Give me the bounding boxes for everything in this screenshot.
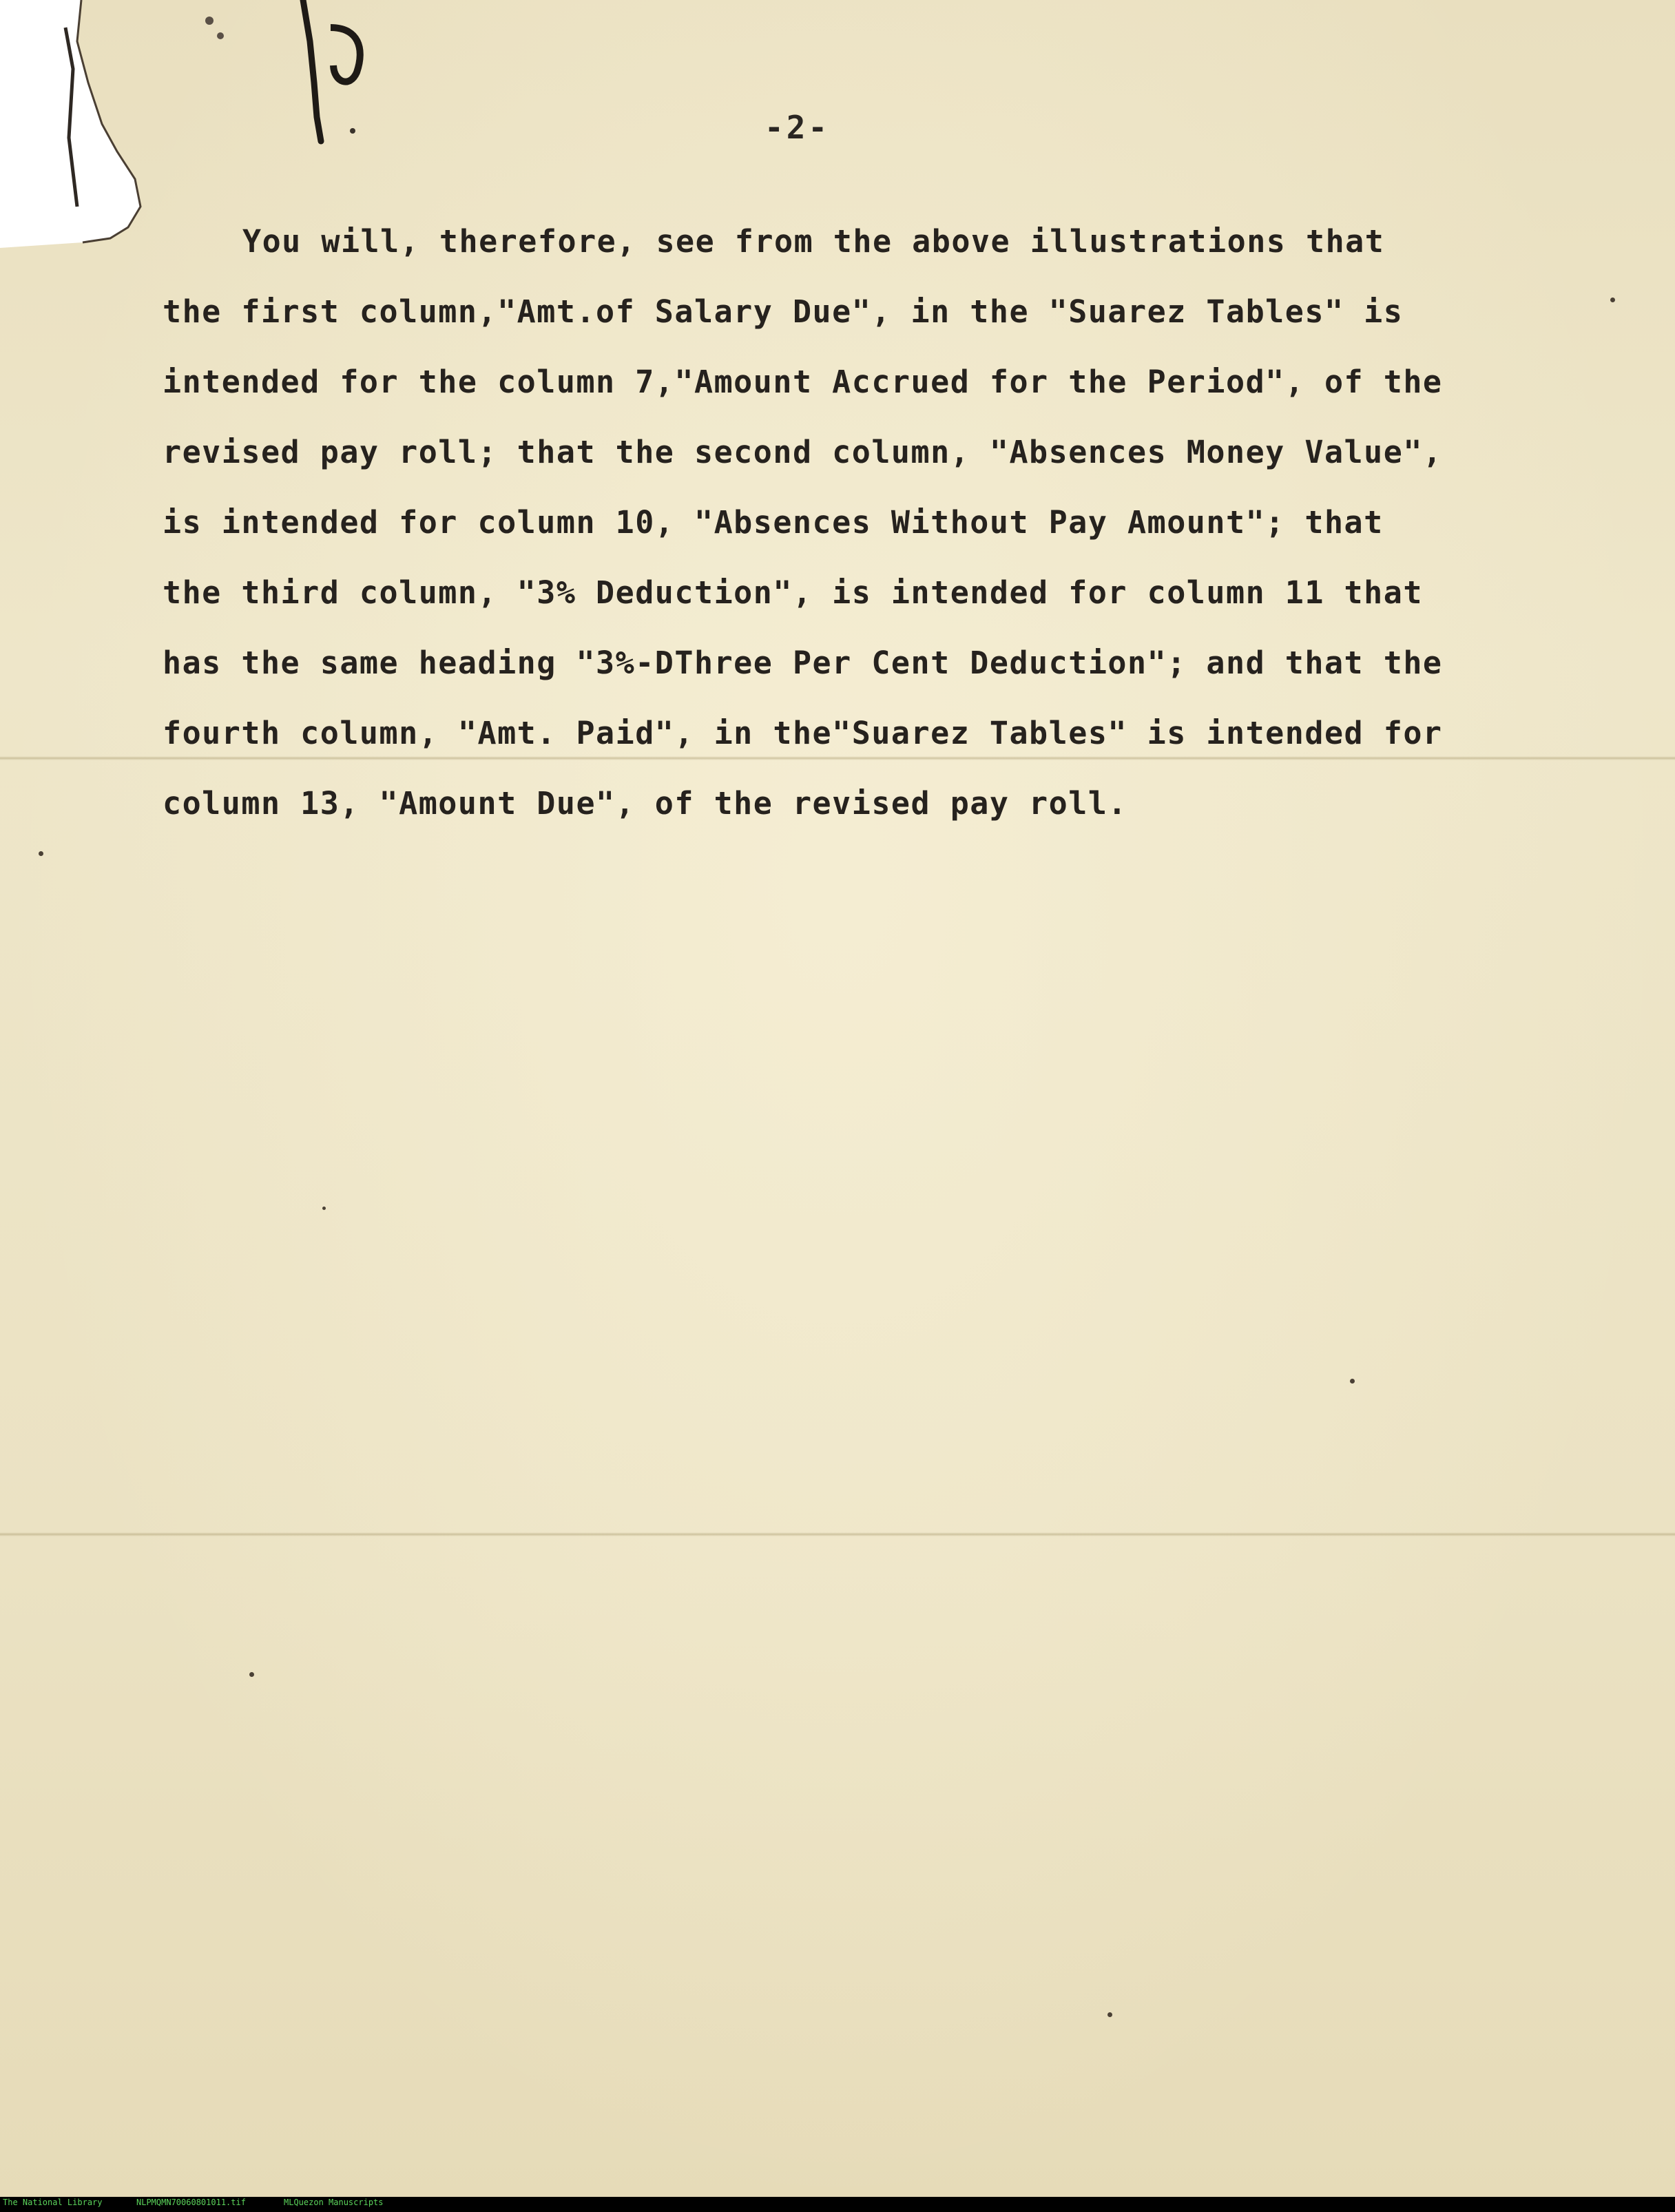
footer-collection: MLQuezon Manuscripts	[284, 2198, 384, 2207]
paragraph-line: the first column,"Amt.of Salary Due", in the "Suarez Tables" is	[163, 293, 1404, 330]
footer-filename: NLPMQMN70060801011.tif	[136, 2198, 246, 2207]
typed-paragraph	[163, 207, 1540, 839]
paragraph-line: fourth column, "Amt. Paid", in the"Suarez Tables" is intended for	[163, 715, 1443, 751]
torn-paper-edge	[0, 0, 145, 248]
paper-speck	[1107, 2012, 1112, 2017]
paper-speck	[39, 851, 43, 856]
archive-footer-bar	[0, 2197, 1675, 2212]
page-number: -2-	[764, 109, 831, 146]
paper-speck	[249, 1672, 254, 1677]
paragraph-line: the third column, "3% Deduction", is intended for column 11 that	[163, 574, 1423, 611]
paragraph-line: is intended for column 10, "Absences Without Pay Amount"; that	[163, 504, 1384, 541]
paragraph-line: You will, therefore, see from the above illustrations that	[242, 223, 1385, 260]
paragraph-line: intended for the column 7,"Amount Accrued for the Period", of the	[163, 364, 1443, 400]
paper-speck	[1610, 298, 1615, 302]
ink-blot-mark	[193, 0, 386, 152]
paragraph-line: column 13, "Amount Due", of the revised pay roll.	[163, 785, 1128, 822]
paragraph-line: has the same heading "3%-DThree Per Cent Deduction"; and that the	[163, 645, 1443, 681]
footer-library: The National Library	[3, 2198, 103, 2207]
paper-speck	[322, 1207, 326, 1210]
paragraph-line: revised pay roll; that the second column, "Absences Money Value",	[163, 434, 1443, 470]
paper-fold-line	[0, 1532, 1675, 1536]
paper-speck	[1350, 1379, 1355, 1384]
